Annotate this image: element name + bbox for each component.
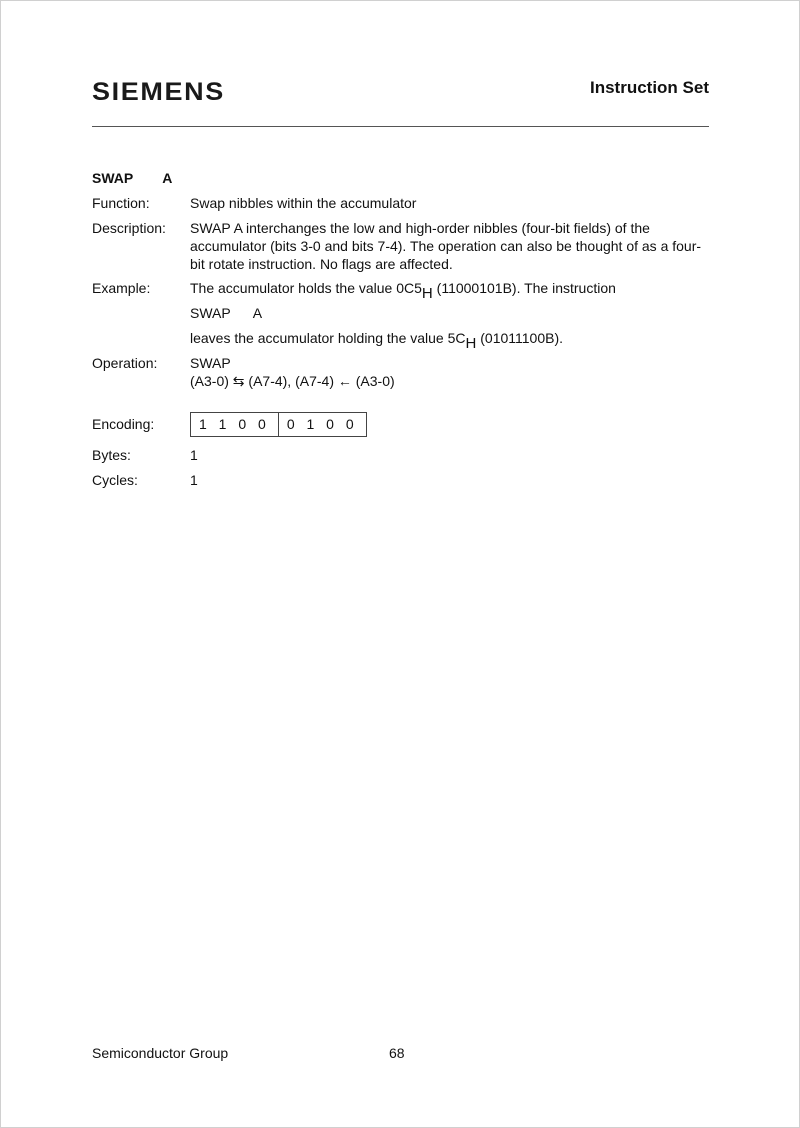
example-text: The accumulator holds the value 0C5 xyxy=(190,280,422,296)
example-text: (01011100B). xyxy=(476,330,564,346)
encoding-high-nibble: 1 1 0 0 xyxy=(199,416,270,432)
hex-subscript: H xyxy=(421,285,433,302)
hex-subscript: H xyxy=(465,335,477,352)
example-text: leaves the accumulator holding the value 5C xyxy=(190,330,466,346)
description-line: accumulator (bits 3-0 and bits 7-4). The operation can also be thought of as a four- xyxy=(190,238,702,254)
siemens-logo: SIEMENS xyxy=(92,78,225,106)
function-text: Swap nibbles within the accumulator xyxy=(190,195,417,211)
function-label: Function: xyxy=(92,195,150,211)
description-label: Description: xyxy=(92,220,166,236)
footer-company: Semiconductor Group xyxy=(92,1045,229,1061)
operation-line: (A3-0) ⇆ (A7-4), (A7-4) ← (A3-0) xyxy=(190,373,395,389)
code-mnemonic: SWAP xyxy=(190,305,231,321)
bytes-value: 1 xyxy=(190,447,198,463)
operation-label: Operation: xyxy=(92,355,158,371)
page-number: 68 xyxy=(389,1045,405,1061)
header-rule xyxy=(92,126,709,127)
example-line xyxy=(190,330,564,352)
cycles-label: Cycles: xyxy=(92,472,138,488)
page-title: Instruction Set xyxy=(589,78,709,97)
mnemonic: SWAP xyxy=(92,170,134,186)
operation-line: SWAP xyxy=(190,355,231,371)
example-line xyxy=(190,280,616,302)
example-label: Example: xyxy=(92,280,151,296)
operand: A xyxy=(162,170,173,186)
description-line: bit rotate instruction. No flags are affected. xyxy=(190,256,453,272)
encoding-box xyxy=(190,412,367,437)
bytes-label: Bytes: xyxy=(92,447,131,463)
encoding-label: Encoding: xyxy=(92,416,155,432)
example-code xyxy=(190,305,262,321)
cycles-value: 1 xyxy=(190,472,198,488)
encoding-low-nibble: 0 1 0 0 xyxy=(278,413,366,436)
instruction-heading xyxy=(92,170,172,186)
example-text: (11000101B). The instruction xyxy=(432,280,616,296)
description-line: SWAP A interchanges the low and high-order nibbles (four-bit fields) of the xyxy=(190,220,650,236)
code-operand: A xyxy=(252,305,263,321)
